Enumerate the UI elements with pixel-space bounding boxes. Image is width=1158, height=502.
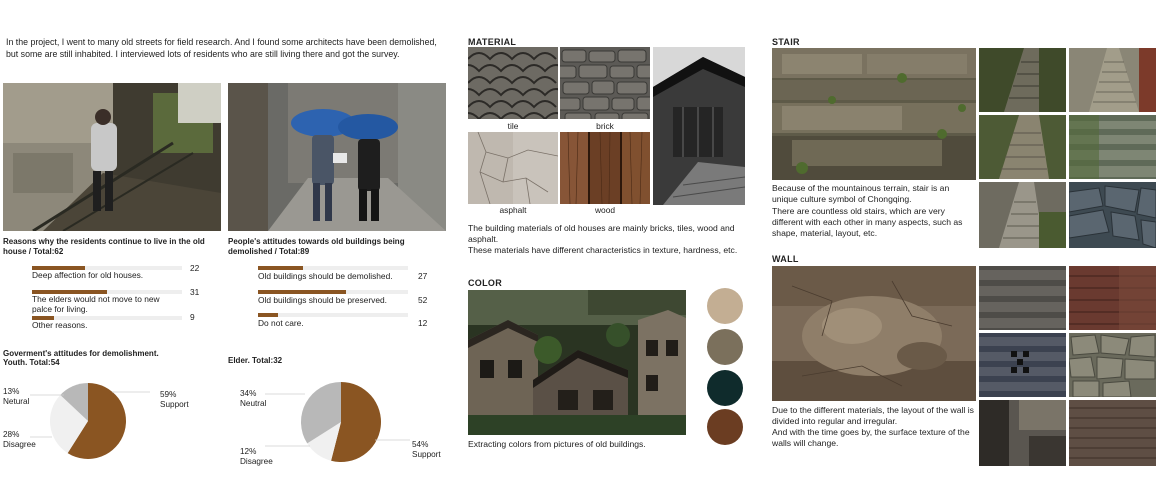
wood-texture: [560, 132, 650, 204]
tile-texture: [468, 47, 558, 119]
survey2-bar-3-fill: [258, 313, 278, 317]
stair-photo-3: [1069, 48, 1156, 112]
material-heading: MATERIAL: [468, 37, 517, 47]
wall-photo-6: [979, 400, 1066, 466]
youth-disagree-label: [3, 430, 36, 450]
survey2-bar-2-fill: [258, 290, 346, 294]
youth-support-pct: 59%: [160, 390, 177, 399]
brick-caption: brick: [596, 121, 614, 131]
youth-pie-leaders: [0, 380, 230, 470]
wall-photo-main: [772, 266, 976, 401]
survey2-title: People's attitudes towards old buildings being demolished / Total:89: [228, 237, 405, 256]
survey2-bar-1-fill: [258, 266, 303, 270]
survey2-label-3: Do not care.: [258, 318, 304, 328]
stair-photo-main: [772, 48, 976, 180]
stair-text-2: There are countless old stairs, which are very different with each other in many aspects, such as shape, material, layout, etc.: [772, 206, 963, 238]
wall-photo-4: [979, 333, 1066, 397]
stair-text-1: Because of the mountainous terrain, stair is an unique culture symbol of Chongqing.: [772, 183, 950, 204]
stair-photo-5: [1069, 115, 1156, 179]
youth-pie-title: Youth. Total:54: [3, 358, 60, 367]
color-swatch-beige: [707, 288, 743, 324]
elder-neutral-label: [240, 389, 266, 409]
survey1-value-3: 9: [190, 312, 195, 322]
stair-photo-6: [979, 182, 1066, 248]
survey2-label-1: Old buildings should be demolished.: [258, 271, 393, 281]
elder-support-label: [412, 440, 441, 460]
asphalt-caption: asphalt: [499, 205, 527, 215]
survey2-value-3: 12: [418, 318, 428, 328]
youth-support-name: Support: [160, 400, 189, 409]
survey1-label-3: Other reasons.: [32, 320, 88, 330]
old-buildings-color-photo: [468, 290, 686, 435]
elder-disagree-pct: 12%: [240, 447, 257, 456]
wood-caption: wood: [594, 205, 616, 215]
elder-pie-title: Elder. Total:32: [228, 356, 283, 365]
wall-heading: WALL: [772, 254, 799, 264]
youth-disagree-name: Disagree: [3, 440, 36, 449]
youth-support-label: [160, 390, 189, 410]
stair-photo-2: [979, 48, 1066, 112]
wall-photo-2: [979, 266, 1066, 330]
color-swatch-dark-teal: [707, 370, 743, 406]
elder-neutral-pct: 34%: [240, 389, 257, 398]
gov-title: Goverment's attitudes for demolishment.: [3, 349, 159, 358]
wall-text-1: Due to the different materials, the layout of the wall is divided into regular and irregular.: [772, 405, 974, 426]
field-research-photo-umbrellas: [228, 83, 446, 231]
elder-disagree-name: Disagree: [240, 457, 273, 466]
stair-photo-4: [979, 115, 1066, 179]
old-house-bw-photo: [653, 47, 745, 205]
tile-caption: tile: [507, 121, 519, 131]
survey1-value-2: 31: [190, 287, 200, 297]
color-heading: COLOR: [468, 278, 502, 288]
elder-support-name: Support: [412, 450, 441, 459]
brick-texture: [560, 47, 650, 119]
stair-photo-7: [1069, 182, 1156, 248]
elder-support-pct: 54%: [412, 440, 429, 449]
color-swatch-brown: [707, 409, 743, 445]
material-text-2: These materials have different characteristics in texture, hardness, etc.: [468, 245, 738, 255]
field-research-photo-alley: [3, 83, 221, 231]
survey2-bar-1: [258, 266, 408, 270]
survey1-title: Reasons why the residents continue to live in the old house / Total:62: [3, 237, 205, 256]
color-swatch-taupe: [707, 329, 743, 365]
youth-disagree-pct: 28%: [3, 430, 20, 439]
survey1-value-1: 22: [190, 263, 200, 273]
elder-neutral-name: Neutral: [240, 399, 267, 408]
survey2-bar-3: [258, 313, 408, 317]
youth-netural-label: [3, 387, 29, 407]
survey1-label-2: The elders would not move to new palce for living.: [32, 294, 160, 314]
stair-heading: STAIR: [772, 37, 800, 47]
material-text-1: The building materials of old houses are mainly bricks, tiles, wood and asphalt.: [468, 223, 735, 244]
wall-photo-7: [1069, 400, 1156, 466]
asphalt-texture: [468, 132, 558, 204]
intro-text: In the project, I went to many old streets for field research. And I found some architects have been demolished, but some are still inhabited. I interviewed lots of residents who are still living there and got the survey.: [6, 37, 437, 59]
survey2-value-2: 52: [418, 295, 428, 305]
wall-photo-5: [1069, 333, 1156, 397]
survey1-label-1: Deep affection for old houses.: [32, 270, 144, 280]
youth-netural-pct: 13%: [3, 387, 20, 396]
elder-disagree-label: [240, 447, 273, 467]
wall-photo-3: [1069, 266, 1156, 330]
wall-text-2: And with the time goes by, the surface texture of the walls will change.: [772, 427, 970, 448]
survey2-value-1: 27: [418, 271, 428, 281]
survey2-label-2: Old buildings should be preserved.: [258, 295, 387, 305]
youth-netural-name: Netural: [3, 397, 30, 406]
survey2-bar-2: [258, 290, 408, 294]
color-caption: Extracting colors from pictures of old buildings.: [468, 439, 646, 449]
